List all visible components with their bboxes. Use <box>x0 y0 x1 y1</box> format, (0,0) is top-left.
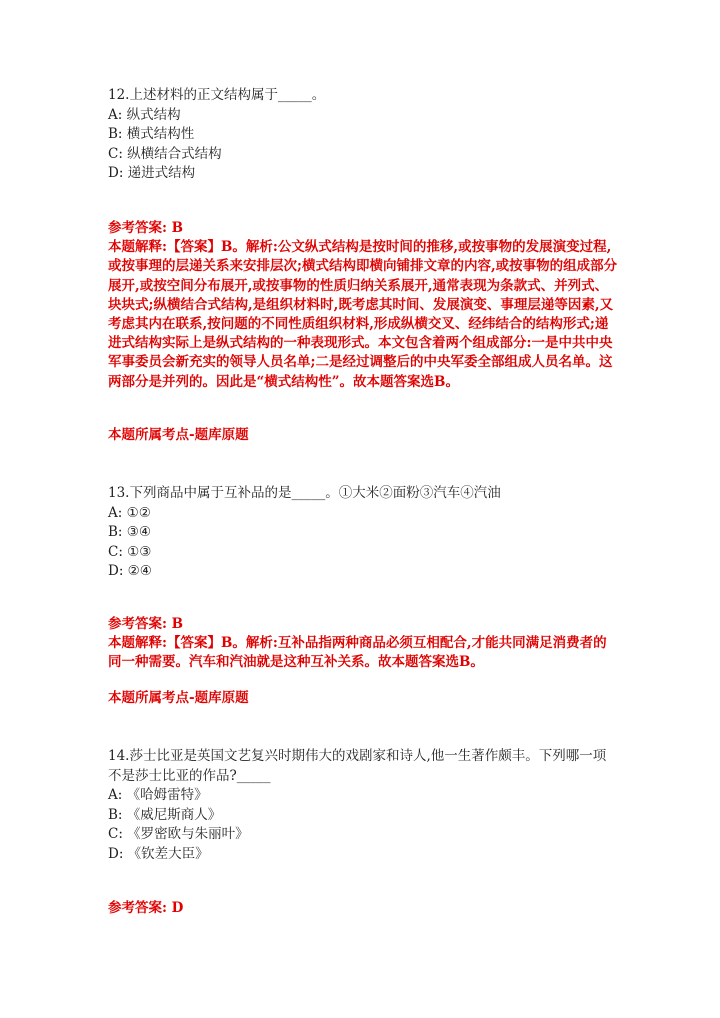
answer-label: 参考答案: B <box>108 616 184 632</box>
option-c: C: 《罗密欧与朱丽叶》 <box>108 826 249 842</box>
answer-label: 参考答案: B <box>108 220 184 236</box>
question-stem: 14.莎士比亚是英国文艺复兴时期伟大的戏剧家和诗人,他一生著作颇丰。下列哪一项不是莎士比亚的作品?_____ <box>108 748 607 784</box>
answer-block-12 <box>108 219 618 392</box>
option-d: D: 递进式结构 <box>108 165 196 181</box>
source-tag-12: 本题所属考点-题库原题 <box>108 427 249 443</box>
answer-block-14 <box>108 899 618 918</box>
option-d: D: 《钦差大臣》 <box>108 845 209 862</box>
option-d: D: ②④ <box>108 563 152 579</box>
question-12 <box>108 86 618 184</box>
question-13 <box>108 484 618 582</box>
option-a: A: 纵式结构 <box>108 106 181 123</box>
option-a: A: 《哈姆雷特》 <box>108 787 208 803</box>
question-stem: 12.上述材料的正文结构属于_____。 <box>108 87 326 103</box>
answer-label: 参考答案: D <box>108 900 184 916</box>
option-b: B: 横式结构性 <box>108 126 195 142</box>
answer-block-13 <box>108 615 618 673</box>
question-stem: 13.下列商品中属于互补品的是_____。①大米②面粉③汽车④汽油 <box>108 485 501 501</box>
source-tag-13: 本题所属考点-题库原题 <box>108 690 249 706</box>
option-c: C: 纵横结合式结构 <box>108 145 222 162</box>
answer-analysis: 本题解释:【答案】B。解析:互补品指两种商品必须互相配合,才能共同满足消费者的同一种需要。汽车和汽油就是这种互补关系。故本题答案选B。 <box>108 635 607 671</box>
option-b: B: ③④ <box>108 524 151 540</box>
answer-analysis: 本题解释:【答案】B。解析:公文纵式结构是按时间的推移,或按事物的发展演变过程,或按事理的层递关系来安排层次;横式结构即横向铺排文章的内容,或按事物的组成部分展开,或按空间分布展开,或按事物的性质归纳关系展开,通常表现为条款式、并列式、块块式;纵横结合式结构,是组织材料时,既考虑其时间、发展演变、事理层递等因素,又考虑其内在联系,按问题的不同性质组织材料,形成纵横交叉、经纬结合的结构形式;递进式结构实际上是纵式结构的一种表现形式。本文包含着两个组成部分:一是中共中央军事委员会新充实的领导人员名单;二是经过调整后的中央军委全部组成人员名单。这两部分是并列的。因此是“横式结构性”。故本题答案选B。 <box>108 239 618 390</box>
question-14 <box>108 747 618 864</box>
option-b: B: 《威尼斯商人》 <box>108 806 222 823</box>
option-c: C: ①③ <box>108 543 152 560</box>
option-a: A: ①② <box>108 504 151 521</box>
